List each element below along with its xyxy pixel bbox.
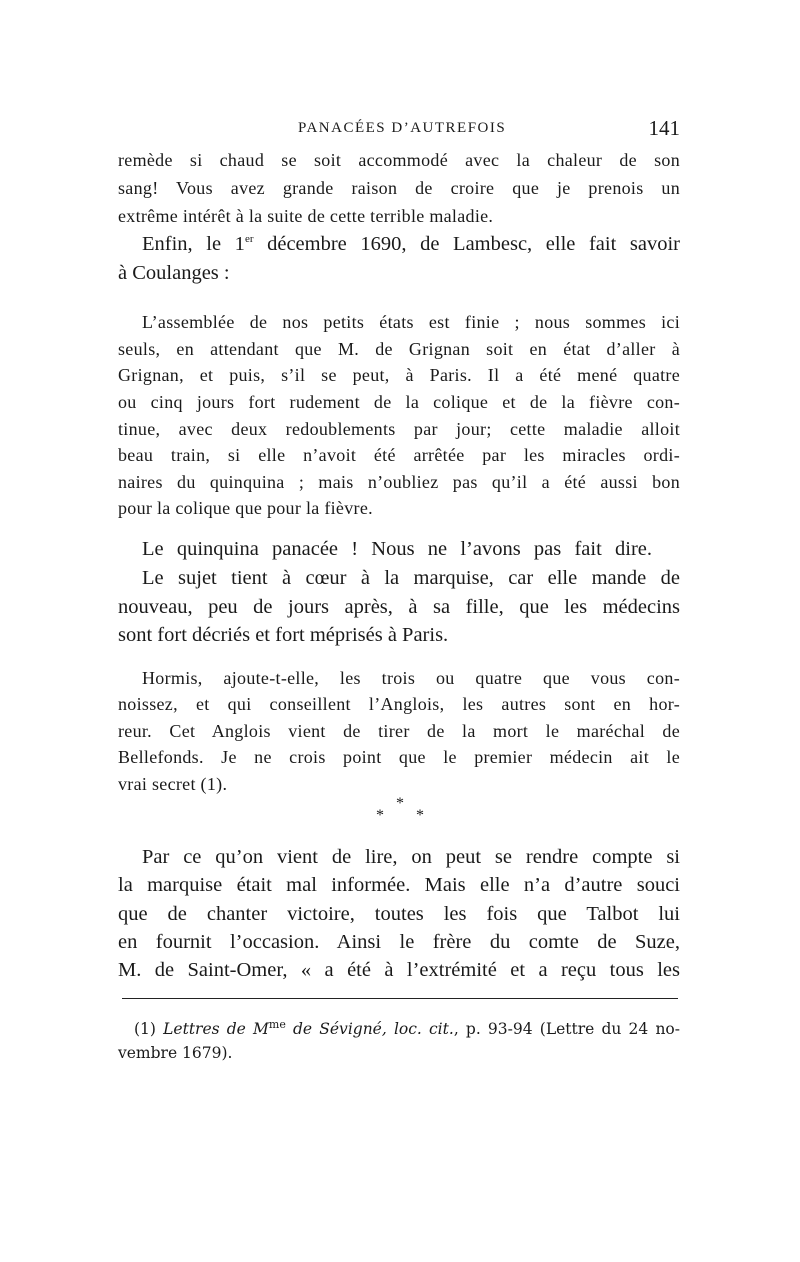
quote-line: beau train, si elle n’avoit été arrêtée par les miracles ordi- [118, 445, 680, 465]
section-separator [372, 796, 432, 826]
quote-line: pour la colique que pour la fièvre. [118, 498, 373, 518]
text-line: Par ce qu’on vient de lire, on peut se rendre compte si [142, 846, 680, 868]
text-line: nouveau, peu de jours après, à sa fille, que les médecins [118, 596, 680, 618]
quote-line: reur. Cet Anglois vient de tirer de la mort le maréchal de [118, 721, 680, 741]
text-line: M. de Saint-Omer, « a été à l’extrémité et a reçu tous les [118, 959, 680, 981]
text-line: Le quinquina panacée ! Nous ne l’avons pas fait dire. [142, 538, 652, 560]
asterisk: * [396, 795, 404, 812]
text-line: à Coulanges : [118, 262, 230, 284]
footnote-line: vembre 1679). [118, 1044, 233, 1062]
running-title: PANACÉES D’AUTREFOIS [298, 120, 507, 136]
page-number: 141 [648, 116, 680, 140]
quote-line: tinue, avec deux redoublements par jour; cette maladie alloit [118, 419, 680, 439]
quote-line: vrai secret (1). [118, 774, 228, 794]
text-line: sang! Vous avez grande raison de croire que je prenois un [118, 178, 680, 198]
quote-line: ou cinq jours fort rudement de la colique et de la fièvre con- [118, 392, 680, 412]
text-line: Enfin, le 1er décembre 1690, de Lambesc, elle fait savoir [142, 233, 681, 255]
superscript: me [268, 1017, 286, 1031]
quote-line: Bellefonds. Je ne crois point que le premier médecin ait le [118, 747, 680, 767]
text-line: en fournit l’occasion. Ainsi le frère du comte de Suze, [118, 931, 680, 953]
quote-line: L’assemblée de nos petits états est finie ; nous sommes ici [142, 312, 680, 332]
quote-line: Hormis, ajoute-t-elle, les trois ou quatre que vous con- [142, 668, 680, 688]
quote-line: naires du quinquina ; mais n’oubliez pas qu’il a été aussi bon [118, 472, 680, 492]
superscript: er [244, 233, 254, 246]
text-line: que de chanter victoire, toutes les fois que Talbot lui [118, 903, 680, 925]
quote-line: seuls, en attendant que M. de Grignan soit en état d’aller à [118, 339, 680, 359]
asterisk: * [376, 807, 384, 824]
text-line: remède si chaud se soit accommodé avec la chaleur de son [118, 150, 680, 170]
asterisk: * [416, 807, 424, 824]
page-header [118, 116, 680, 142]
footnote-line: (1) Lettres de $M^{me}$ de Sévigné, loc. cit., p. 93-94 (Lettre du 24 no- [134, 1017, 680, 1038]
text-line: la marquise était mal informée. Mais elle n’a d’autre souci [118, 874, 680, 896]
quote-line: Grignan, et puis, s’il se peut, à Paris. Il a été mené quatre [118, 365, 680, 385]
quote-line: noissez, et qui conseillent l’Anglois, les autres sont en hor- [118, 694, 680, 714]
text-line: Le sujet tient à cœur à la marquise, car elle mande de [142, 567, 680, 589]
footnote-rule [122, 998, 678, 999]
text-line: extrême intérêt à la suite de cette terrible maladie. [118, 206, 494, 226]
text-line: sont fort décriés et fort méprisés à Paris. [118, 624, 449, 646]
